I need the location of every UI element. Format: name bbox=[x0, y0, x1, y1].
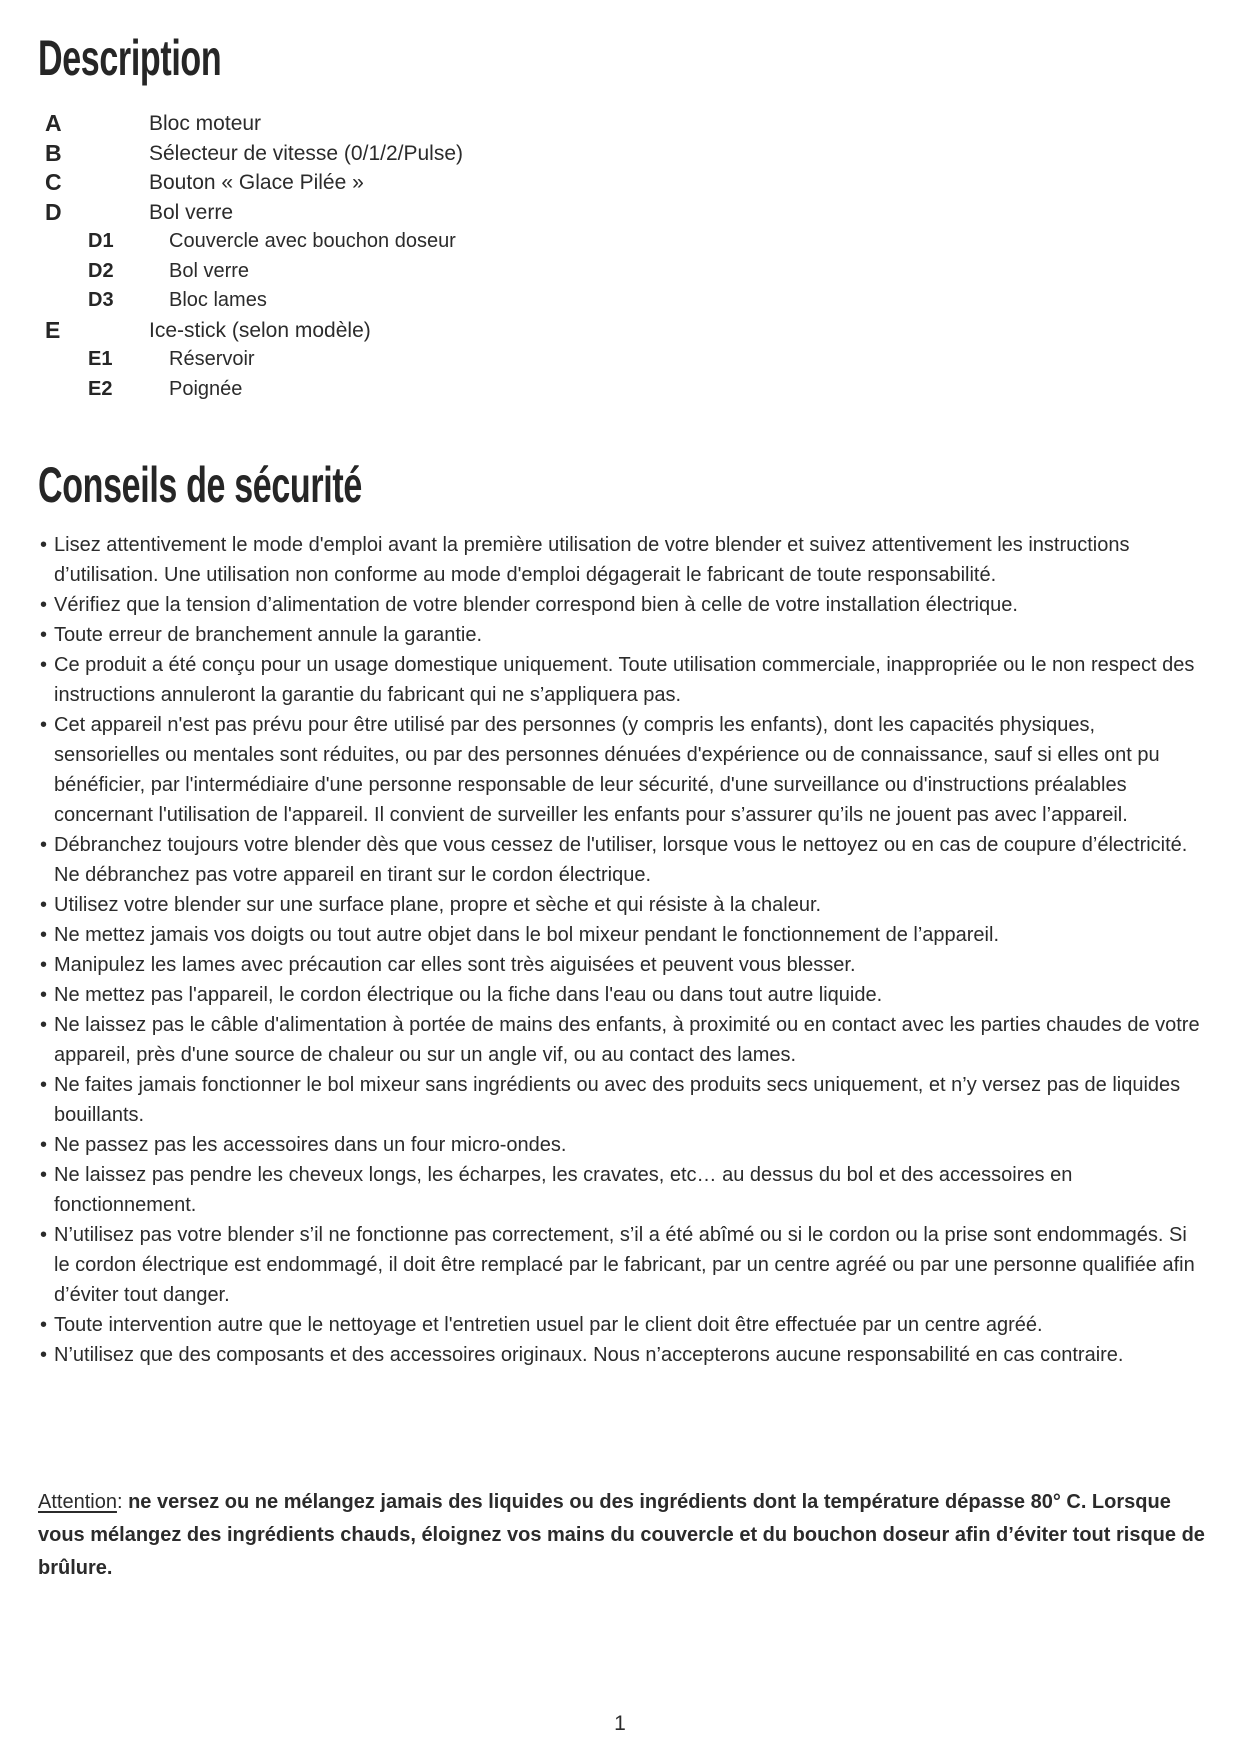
safety-bullet-text: Ce produit a été conçu pour un usage domestique uniquement. Toute utilisation commerciale, inappropriée ou le non respect des instructions annuleront la garantie du fabricant qui ne s’appliquera pas. bbox=[54, 654, 1195, 706]
safety-bullet bbox=[38, 710, 1204, 830]
safety-bullet-text: N’utilisez pas votre blender s’il ne fonctionne pas correctement, s’il a été abîmé ou si le cordon ou la prise sont endommagés. Si le cordon électrique est endommagé, il doit être remplacé par le fabricant, par un centre agréé ou par une personne qualifiée afin d’éviter tout danger. bbox=[54, 1224, 1195, 1306]
part-key: E2 bbox=[88, 377, 113, 400]
safety-bullet bbox=[38, 1160, 1204, 1220]
attention-colon: : bbox=[116, 1491, 123, 1513]
part-label: Bloc lames bbox=[169, 289, 267, 311]
safety-bullet-text: Cet appareil n'est pas prévu pour être utilisé par des personnes (y compris les enfants), dont les capacités physiques, sensorielles ou mentales sont réduites, ou par des personnes dénuées d'expérience ou de connaissance, sauf si elles ont pu bénéficier, par l'intermédiaire d'une personne responsable de leur sécurité, d'une surveillance ou d'instructions préalables concernant l'utilisation de l'appareil. Il convient de surveiller les enfants pour s’assurer qu’ils ne jouent pas avec l’appareil. bbox=[54, 714, 1160, 826]
safety-bullet-text: Ne faites jamais fonctionner le bol mixeur sans ingrédients ou avec des produits secs uniquement, et n’y versez pas de liquides bouillants. bbox=[54, 1074, 1181, 1126]
safety-bullet-text: Toute intervention autre que le nettoyage et l'entretien usuel par le client doit être effectuée par un centre agréé. bbox=[54, 1314, 1043, 1336]
part-row bbox=[38, 286, 1240, 316]
part-label: Réservoir bbox=[169, 348, 255, 370]
safety-bullet bbox=[38, 1130, 1204, 1160]
safety-bullet-text: Toute erreur de branchement annule la garantie. bbox=[54, 624, 483, 646]
safety-list bbox=[38, 530, 1204, 1370]
part-key: C bbox=[45, 169, 62, 195]
part-key: E bbox=[45, 316, 61, 343]
safety-bullet-text: Vérifiez que la tension d’alimentation de votre blender correspond bien à celle de votre installation électrique. bbox=[54, 594, 1018, 616]
part-key: A bbox=[45, 110, 62, 136]
safety-bullet-text: Débranchez toujours votre blender dès que vous cessez de l'utiliser, lorsque vous le nettoyez ou en cas de coupure d’électricité. Ne débranchez pas votre appareil en tirant sur le cordon électrique. bbox=[54, 834, 1193, 886]
safety-bullet bbox=[38, 1010, 1204, 1070]
part-row bbox=[38, 345, 1240, 375]
part-label: Bouton « Glace Pilée » bbox=[149, 171, 364, 194]
part-row bbox=[38, 227, 1240, 257]
part-label: Bol verre bbox=[169, 259, 250, 282]
part-key: D2 bbox=[88, 259, 114, 282]
safety-bullet-text: Ne mettez pas l'appareil, le cordon électrique ou la fiche dans l'eau ou dans tout autre liquide. bbox=[54, 984, 883, 1006]
safety-bullet bbox=[38, 590, 1204, 620]
part-key: D3 bbox=[88, 289, 114, 311]
page-number: 1 bbox=[614, 1712, 626, 1735]
part-label: Couvercle avec bouchon doseur bbox=[169, 230, 456, 252]
safety-title: Conseils de sécurité bbox=[38, 457, 362, 513]
part-row bbox=[38, 316, 1240, 346]
description-title: Description bbox=[38, 30, 222, 86]
safety-bullet bbox=[38, 620, 1204, 650]
safety-bullet-text: Utilisez votre blender sur une surface plane, propre et sèche et qui résiste à la chaleur. bbox=[54, 894, 822, 916]
safety-bullet-text: Ne laissez pas pendre les cheveux longs, les écharpes, les cravates, etc… au dessus du bol et des accessoires en fonctionnement. bbox=[54, 1164, 1073, 1216]
part-row bbox=[38, 198, 1240, 228]
part-key: B bbox=[45, 139, 62, 166]
safety-bullet bbox=[38, 890, 1204, 920]
part-row bbox=[38, 109, 1240, 139]
safety-bullet-text: Ne mettez jamais vos doigts ou tout autre objet dans le bol mixeur pendant le fonctionnement de l’appareil. bbox=[54, 924, 999, 946]
safety-bullet bbox=[38, 950, 1204, 980]
part-label: Bol verre bbox=[149, 200, 234, 224]
safety-bullet bbox=[38, 650, 1204, 710]
part-label: Poignée bbox=[169, 377, 243, 400]
part-key: D bbox=[45, 198, 62, 225]
part-row bbox=[38, 257, 1240, 287]
part-label: Sélecteur de vitesse (0/1/2/Pulse) bbox=[149, 141, 463, 165]
part-key: E1 bbox=[88, 348, 113, 370]
safety-bullet bbox=[38, 1310, 1204, 1340]
safety-bullet-text: Manipulez les lames avec précaution car elles sont très aiguisées et peuvent vous blesser. bbox=[54, 954, 856, 976]
safety-bullet bbox=[38, 830, 1204, 890]
part-row bbox=[38, 375, 1240, 405]
part-row bbox=[38, 139, 1240, 169]
safety-bullet bbox=[38, 530, 1204, 590]
part-row bbox=[38, 168, 1240, 198]
attention-label: Attention bbox=[38, 1491, 117, 1513]
safety-bullet-text: N’utilisez que des composants et des accessoires originaux. Nous n’accepterons aucune responsabilité en cas contraire. bbox=[54, 1344, 1124, 1366]
safety-bullet bbox=[38, 980, 1204, 1010]
safety-bullet bbox=[38, 1070, 1204, 1130]
safety-bullet bbox=[38, 1220, 1204, 1310]
safety-bullet-text: Ne laissez pas le câble d'alimentation à portée de mains des enfants, à proximité ou en contact avec les parties chaudes de votre appareil, près d'une source de chaleur ou sur un angle vif, ou au contact des lames. bbox=[54, 1014, 1200, 1066]
safety-bullet-text: Ne passez pas les accessoires dans un four micro-ondes. bbox=[54, 1134, 567, 1156]
part-label: Ice-stick (selon modèle) bbox=[149, 318, 371, 342]
parts-list bbox=[38, 109, 1240, 404]
safety-bullet bbox=[38, 920, 1204, 950]
attention-note bbox=[38, 1486, 1216, 1585]
attention-text: ne versez ou ne mélangez jamais des liquides ou des ingrédients dont la température dépasse 80° C. Lorsque vous mélangez des ingrédients chauds, éloignez vos mains du couvercle et du bouchon doseur afin d’éviter tout risque de brûlure. bbox=[38, 1491, 1205, 1579]
safety-bullet bbox=[38, 1340, 1204, 1370]
safety-bullet-text: Lisez attentivement le mode d'emploi avant la première utilisation de votre blender et suivez attentivement les instructions d’utilisation. Une utilisation non conforme au mode d'emploi dégagerait le fabricant de toute responsabilité. bbox=[54, 534, 1130, 586]
part-label: Bloc moteur bbox=[149, 112, 262, 135]
part-key: D1 bbox=[88, 230, 114, 252]
